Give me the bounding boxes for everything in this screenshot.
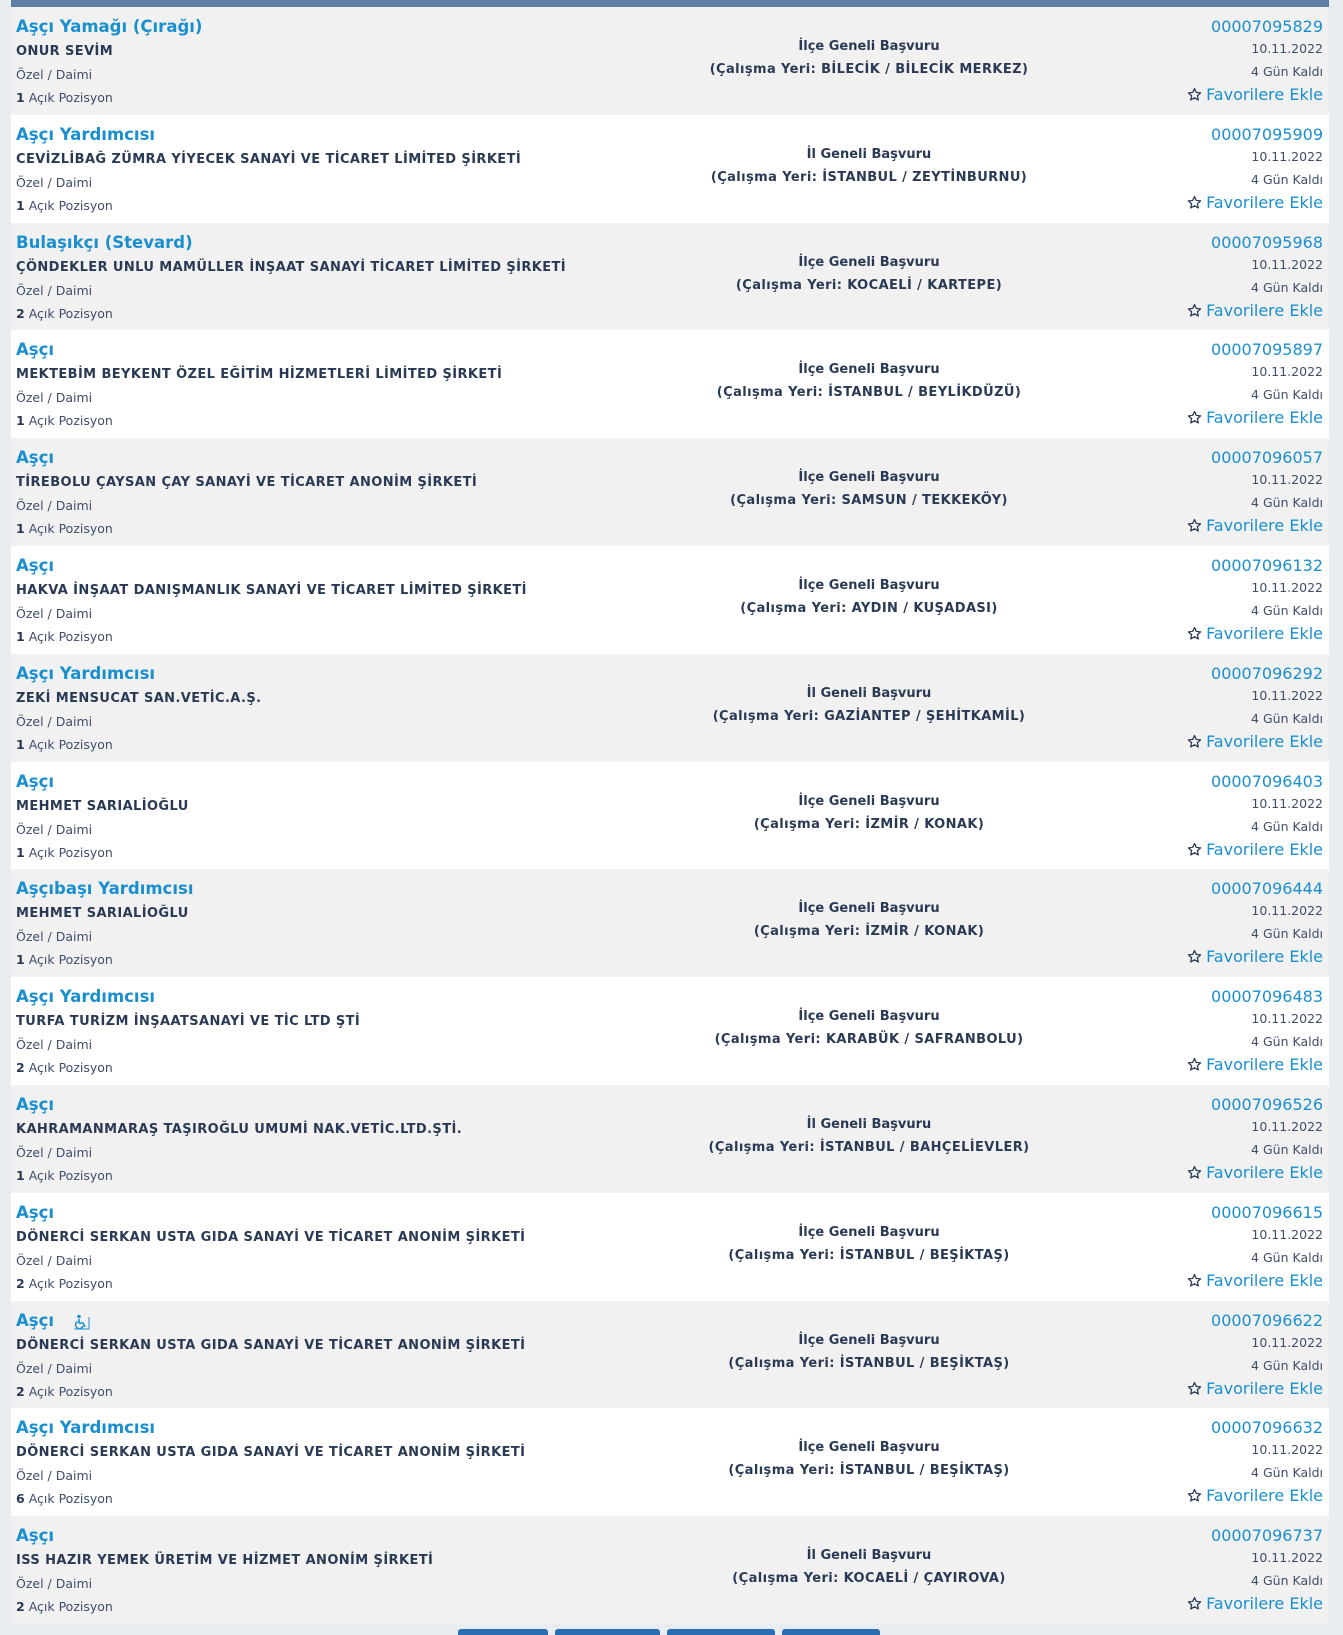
add-to-favorites-button[interactable] <box>1187 193 1323 212</box>
job-row <box>11 330 1329 438</box>
job-row <box>11 977 1329 1085</box>
job-id-link[interactable]: 00007095909 <box>1211 124 1323 144</box>
job-id-link[interactable]: 00007096132 <box>1211 555 1323 575</box>
add-to-favorites-button[interactable] <box>1187 1379 1323 1398</box>
favorites-label: Favorilere Ekle <box>1206 1594 1323 1614</box>
open-positions-count: 1 <box>16 1167 25 1183</box>
work-location: (Çalışma Yeri: İSTANBUL / BAHÇELİEVLER) <box>708 1139 1030 1155</box>
employment-type: Özel / Daimi <box>16 67 93 82</box>
page-button-last[interactable] <box>782 1629 880 1635</box>
application-scope: İlçe Geneli Başvuru <box>798 901 940 917</box>
days-left: 4 Gün Kaldı <box>1251 926 1323 942</box>
days-left: 4 Gün Kaldı <box>1251 1357 1323 1373</box>
favorites-label: Favorilere Ekle <box>1206 300 1323 320</box>
job-title-link[interactable]: Aşçı <box>16 1094 55 1114</box>
work-location: (Çalışma Yeri: KOCAELİ / ÇAYIROVA) <box>732 1571 1006 1587</box>
application-scope: İlçe Geneli Başvuru <box>798 254 940 270</box>
favorites-label: Favorilere Ekle <box>1206 85 1323 104</box>
job-row <box>11 546 1329 654</box>
application-scope: İlçe Geneli Başvuru <box>798 793 940 809</box>
star-icon <box>1187 734 1202 749</box>
days-left: 4 Gün Kaldı <box>1251 818 1323 834</box>
posting-date: 10.11.2022 <box>1251 41 1323 56</box>
job-id-link[interactable]: 00007095897 <box>1211 340 1323 360</box>
open-positions-count: 2 <box>16 1599 25 1615</box>
job-id-link[interactable]: 00007096483 <box>1211 987 1323 1007</box>
add-to-favorites-button[interactable] <box>1187 408 1323 427</box>
star-icon <box>1187 87 1202 102</box>
favorites-label: Favorilere Ekle <box>1206 1486 1323 1506</box>
job-id-link[interactable]: 00007096615 <box>1211 1202 1323 1222</box>
add-to-favorites-button[interactable] <box>1187 1055 1323 1074</box>
job-title-link[interactable]: Aşçı Yardımcısı <box>16 124 156 144</box>
posting-date: 10.11.2022 <box>1251 1118 1323 1134</box>
open-positions <box>16 845 113 860</box>
open-positions-label: Açık Pozisyon <box>28 736 113 752</box>
open-positions-label: Açık Pozisyon <box>28 1383 113 1399</box>
work-location: (Çalışma Yeri: İSTANBUL / BEŞİKTAŞ) <box>728 1355 1010 1371</box>
open-positions <box>16 1276 113 1291</box>
favorites-label: Favorilere Ekle <box>1206 1055 1323 1075</box>
company-name: TURFA TURİZM İNŞAATSANAYİ VE TİC LTD ŞTİ <box>16 1014 361 1030</box>
employment-type: Özel / Daimi <box>16 821 93 837</box>
open-positions-label: Açık Pozisyon <box>28 628 113 644</box>
posting-date: 10.11.2022 <box>1251 472 1323 488</box>
job-id-link[interactable]: 00007096737 <box>1211 1526 1323 1546</box>
favorites-label: Favorilere Ekle <box>1206 516 1323 536</box>
page-button-prev[interactable] <box>555 1629 660 1635</box>
job-title-link[interactable]: Aşçı Yamağı (Çırağı) <box>16 17 203 36</box>
open-positions <box>16 90 113 105</box>
open-positions-count: 1 <box>16 844 25 860</box>
job-id-link[interactable]: 00007096444 <box>1211 879 1323 899</box>
company-name: CEVİZLİBAĞ ZÜMRA YİYECEK SANAYİ VE TİCARET LİMİTED ŞİRKETİ <box>16 151 522 167</box>
application-scope: İl Geneli Başvuru <box>806 1116 932 1132</box>
posting-date: 10.11.2022 <box>1251 256 1323 272</box>
work-location: (Çalışma Yeri: İSTANBUL / ZEYTİNBURNU) <box>710 169 1028 185</box>
open-positions <box>16 952 113 967</box>
open-positions-count: 1 <box>16 197 25 213</box>
employment-type: Özel / Daimi <box>16 1576 93 1592</box>
open-positions <box>16 1060 113 1075</box>
posting-date: 10.11.2022 <box>1251 579 1323 595</box>
company-name: HAKVA İNŞAAT DANIŞMANLIK SANAYİ VE TİCARET LİMİTED ŞİRKETİ <box>16 582 527 598</box>
star-icon <box>1187 949 1202 964</box>
job-id-link[interactable]: 00007096403 <box>1211 771 1323 791</box>
days-left: 4 Gün Kaldı <box>1251 64 1323 79</box>
add-to-favorites-button[interactable] <box>1187 840 1323 859</box>
open-positions-count: 1 <box>16 952 25 968</box>
add-to-favorites-button[interactable] <box>1187 516 1323 535</box>
job-row <box>11 1085 1329 1193</box>
work-location: (Çalışma Yeri: GAZİANTEP / ŞEHİTKAMİL) <box>712 708 1026 724</box>
open-positions-label: Açık Pozisyon <box>28 305 113 321</box>
open-positions-count: 6 <box>16 1491 25 1507</box>
open-positions <box>16 306 113 321</box>
posting-date: 10.11.2022 <box>1251 1550 1323 1566</box>
work-location: (Çalışma Yeri: İSTANBUL / BEŞİKTAŞ) <box>728 1463 1010 1479</box>
company-name: ISS HAZIR YEMEK ÜRETİM VE HİZMET ANONİM ŞİRKETİ <box>16 1553 434 1569</box>
job-title-link[interactable]: Aşçıbaşı Yardımcısı <box>16 879 194 899</box>
posting-date: 10.11.2022 <box>1251 795 1323 811</box>
company-name: ÇÖNDEKLER UNLU MAMÜLLER İNŞAAT SANAYİ TİCARET LİMİTED ŞİRKETİ <box>16 259 567 275</box>
open-positions-count: 1 <box>16 413 25 429</box>
job-title-link[interactable]: Aşçı <box>16 555 55 575</box>
work-location: (Çalışma Yeri: İZMİR / KONAK) <box>753 924 985 940</box>
work-location: (Çalışma Yeri: SAMSUN / TEKKEKÖY) <box>730 493 1008 509</box>
job-id-link[interactable]: 00007096292 <box>1211 663 1323 683</box>
job-title-link[interactable]: Aşçı <box>16 340 55 360</box>
employment-type: Özel / Daimi <box>16 1037 93 1053</box>
add-to-favorites-button[interactable] <box>1187 301 1323 320</box>
job-row <box>11 1516 1329 1624</box>
job-id-link[interactable]: 00007096632 <box>1211 1418 1323 1438</box>
job-title-link[interactable]: Aşçı <box>16 1526 55 1546</box>
star-icon <box>1187 303 1202 318</box>
employment-type: Özel / Daimi <box>16 605 93 621</box>
job-title-link[interactable]: Aşçı Yardımcısı <box>16 663 156 683</box>
star-icon <box>1187 842 1202 857</box>
company-name: DÖNERCİ SERKAN USTA GIDA SANAYİ VE TİCARET ANONİM ŞİRKETİ <box>16 1337 526 1353</box>
posting-date: 10.11.2022 <box>1251 1226 1323 1242</box>
work-location: (Çalışma Yeri: BİLECİK / BİLECİK MERKEZ) <box>709 62 1029 77</box>
application-scope: İlçe Geneli Başvuru <box>798 1224 940 1240</box>
job-row <box>11 654 1329 762</box>
favorites-label: Favorilere Ekle <box>1206 192 1323 212</box>
job-title-link[interactable]: Aşçı <box>16 1310 55 1330</box>
employment-type: Özel / Daimi <box>16 390 93 406</box>
work-location: (Çalışma Yeri: AYDIN / KUŞADASI) <box>740 600 998 616</box>
company-name: TİREBOLU ÇAYSAN ÇAY SANAYİ VE TİCARET ANONİM ŞİRKETİ <box>16 475 478 491</box>
job-row <box>11 438 1329 546</box>
company-name: MEKTEBİM BEYKENT ÖZEL EĞİTİM HİZMETLERİ LİMİTED ŞİRKETİ <box>16 367 503 383</box>
days-left: 4 Gün Kaldı <box>1251 1465 1323 1481</box>
days-left: 4 Gün Kaldı <box>1251 171 1323 187</box>
days-left: 4 Gün Kaldı <box>1251 1573 1323 1589</box>
days-left: 4 Gün Kaldı <box>1251 602 1323 618</box>
open-positions <box>16 629 113 644</box>
application-scope: İl Geneli Başvuru <box>806 1548 932 1564</box>
job-row <box>11 7 1329 115</box>
disabled-access-icon <box>73 1314 91 1334</box>
star-icon <box>1187 1381 1202 1396</box>
employment-type: Özel / Daimi <box>16 498 93 514</box>
application-scope: İlçe Geneli Başvuru <box>798 362 940 378</box>
company-name: KAHRAMANMARAŞ TAŞIROĞLU UMUMİ NAK.VETİC.LTD.ŞTİ. <box>16 1121 463 1137</box>
add-to-favorites-button[interactable] <box>1187 624 1323 643</box>
days-left: 4 Gün Kaldı <box>1251 495 1323 511</box>
page-button-next[interactable] <box>667 1629 775 1635</box>
open-positions-label: Açık Pozisyon <box>28 413 113 429</box>
company-name: MEHMET SARIALİOĞLU <box>16 906 189 922</box>
star-icon <box>1187 626 1202 641</box>
open-positions-count: 1 <box>16 90 25 105</box>
job-title-link[interactable]: Aşçı Yardımcısı <box>16 1418 156 1438</box>
open-positions-label: Açık Pozisyon <box>28 1060 113 1076</box>
open-positions-label: Açık Pozisyon <box>28 1491 113 1507</box>
work-location: (Çalışma Yeri: İSTANBUL / BEŞİKTAŞ) <box>728 1247 1010 1263</box>
company-name: MEHMET SARIALİOĞLU <box>16 798 189 814</box>
employment-type: Özel / Daimi <box>16 929 93 945</box>
application-scope: İlçe Geneli Başvuru <box>798 470 940 486</box>
posting-date: 10.11.2022 <box>1251 364 1323 380</box>
star-icon <box>1187 1488 1202 1503</box>
open-positions <box>16 1599 113 1614</box>
job-title-link[interactable]: Bulaşıkçı (Stevard) <box>16 232 193 252</box>
job-title-link[interactable]: Aşçı <box>16 448 55 468</box>
employment-type: Özel / Daimi <box>16 713 93 729</box>
open-positions <box>16 198 113 213</box>
work-location: (Çalışma Yeri: KOCAELİ / KARTEPE) <box>735 277 1003 293</box>
application-scope: İl Geneli Başvuru <box>806 685 932 701</box>
add-to-favorites-button[interactable] <box>1187 1594 1323 1613</box>
open-positions <box>16 521 113 536</box>
open-positions <box>16 1384 113 1399</box>
add-to-favorites-button[interactable] <box>1187 85 1323 104</box>
job-id-link[interactable]: 00007095968 <box>1211 232 1323 252</box>
employment-type: Özel / Daimi <box>16 1144 93 1160</box>
job-id-link[interactable]: 00007095829 <box>1211 17 1323 36</box>
add-to-favorites-button[interactable] <box>1187 947 1323 966</box>
favorites-label: Favorilere Ekle <box>1206 839 1323 859</box>
employment-type: Özel / Daimi <box>16 282 93 298</box>
star-icon <box>1187 1596 1202 1611</box>
open-positions-label: Açık Pozisyon <box>28 844 113 860</box>
favorites-label: Favorilere Ekle <box>1206 623 1323 643</box>
job-row <box>11 223 1329 331</box>
application-scope: İlçe Geneli Başvuru <box>798 1009 940 1025</box>
star-icon <box>1187 1273 1202 1288</box>
add-to-favorites-button[interactable] <box>1187 1163 1323 1182</box>
add-to-favorites-button[interactable] <box>1187 1271 1323 1290</box>
favorites-label: Favorilere Ekle <box>1206 1162 1323 1182</box>
days-left: 4 Gün Kaldı <box>1251 387 1323 403</box>
open-positions <box>16 737 113 752</box>
days-left: 4 Gün Kaldı <box>1251 1034 1323 1050</box>
days-left: 4 Gün Kaldı <box>1251 1141 1323 1157</box>
job-row <box>11 762 1329 870</box>
job-id-link[interactable]: 00007096622 <box>1211 1310 1323 1330</box>
job-list <box>11 7 1329 1624</box>
days-left: 4 Gün Kaldı <box>1251 710 1323 726</box>
star-icon <box>1187 195 1202 210</box>
application-scope: İlçe Geneli Başvuru <box>798 39 940 54</box>
posting-date: 10.11.2022 <box>1251 148 1323 164</box>
application-scope: İlçe Geneli Başvuru <box>798 1440 940 1456</box>
star-icon <box>1187 518 1202 533</box>
favorites-label: Favorilere Ekle <box>1206 731 1323 751</box>
open-positions-label: Açık Pozisyon <box>28 521 113 537</box>
open-positions-count: 2 <box>16 305 25 321</box>
list-top-bar <box>11 0 1329 7</box>
pagination <box>0 1629 1343 1635</box>
job-title-link[interactable]: Aşçı Yardımcısı <box>16 987 156 1007</box>
open-positions <box>16 1491 113 1506</box>
job-id-link[interactable]: 00007096526 <box>1211 1094 1323 1114</box>
application-scope: İl Geneli Başvuru <box>806 146 932 162</box>
company-name: DÖNERCİ SERKAN USTA GIDA SANAYİ VE TİCARET ANONİM ŞİRKETİ <box>16 1229 526 1245</box>
company-name: ZEKİ MENSUCAT SAN.VETİC.A.Ş. <box>16 690 262 706</box>
page-button-first[interactable] <box>458 1629 548 1635</box>
posting-date: 10.11.2022 <box>1251 903 1323 919</box>
open-positions-label: Açık Pozisyon <box>28 197 113 213</box>
open-positions-count: 1 <box>16 736 25 752</box>
job-title-link[interactable]: Aşçı <box>16 1202 55 1222</box>
company-name: DÖNERCİ SERKAN USTA GIDA SANAYİ VE TİCARET ANONİM ŞİRKETİ <box>16 1445 526 1461</box>
open-positions-label: Açık Pozisyon <box>28 1599 113 1615</box>
favorites-label: Favorilere Ekle <box>1206 1378 1323 1398</box>
add-to-favorites-button[interactable] <box>1187 1486 1323 1505</box>
work-location: (Çalışma Yeri: İSTANBUL / BEYLİKDÜZÜ) <box>716 385 1022 401</box>
job-title-link[interactable]: Aşçı <box>16 771 55 791</box>
employment-type: Özel / Daimi <box>16 1360 93 1376</box>
days-left: 4 Gün Kaldı <box>1251 279 1323 295</box>
open-positions-label: Açık Pozisyon <box>28 1167 113 1183</box>
favorites-label: Favorilere Ekle <box>1206 947 1323 967</box>
work-location: (Çalışma Yeri: İZMİR / KONAK) <box>753 816 985 832</box>
favorites-label: Favorilere Ekle <box>1206 1270 1323 1290</box>
employment-type: Özel / Daimi <box>16 174 93 190</box>
work-location: (Çalışma Yeri: KARABÜK / SAFRANBOLU) <box>714 1032 1024 1048</box>
application-scope: İlçe Geneli Başvuru <box>798 1332 940 1348</box>
open-positions <box>16 1168 113 1183</box>
open-positions-count: 2 <box>16 1060 25 1076</box>
add-to-favorites-button[interactable] <box>1187 732 1323 751</box>
posting-date: 10.11.2022 <box>1251 687 1323 703</box>
open-positions-label: Açık Pozisyon <box>28 952 113 968</box>
job-row <box>11 1193 1329 1301</box>
posting-date: 10.11.2022 <box>1251 1334 1323 1350</box>
open-positions-count: 1 <box>16 628 25 644</box>
posting-date: 10.11.2022 <box>1251 1011 1323 1027</box>
open-positions-label: Açık Pozisyon <box>28 90 113 105</box>
posting-date: 10.11.2022 <box>1251 1442 1323 1458</box>
open-positions <box>16 413 113 428</box>
open-positions-count: 2 <box>16 1275 25 1291</box>
job-row <box>11 869 1329 977</box>
job-row <box>11 1301 1329 1409</box>
employment-type: Özel / Daimi <box>16 1468 93 1484</box>
star-icon <box>1187 1165 1202 1180</box>
job-row <box>11 1408 1329 1516</box>
star-icon <box>1187 1057 1202 1072</box>
open-positions-count: 2 <box>16 1383 25 1399</box>
job-id-link[interactable]: 00007096057 <box>1211 448 1323 468</box>
employment-type: Özel / Daimi <box>16 1252 93 1268</box>
open-positions-label: Açık Pozisyon <box>28 1275 113 1291</box>
star-icon <box>1187 410 1202 425</box>
company-name: ONUR SEVİM <box>16 44 114 59</box>
days-left: 4 Gün Kaldı <box>1251 1249 1323 1265</box>
open-positions-count: 1 <box>16 521 25 537</box>
application-scope: İlçe Geneli Başvuru <box>798 577 940 593</box>
favorites-label: Favorilere Ekle <box>1206 408 1323 428</box>
job-row <box>11 115 1329 223</box>
